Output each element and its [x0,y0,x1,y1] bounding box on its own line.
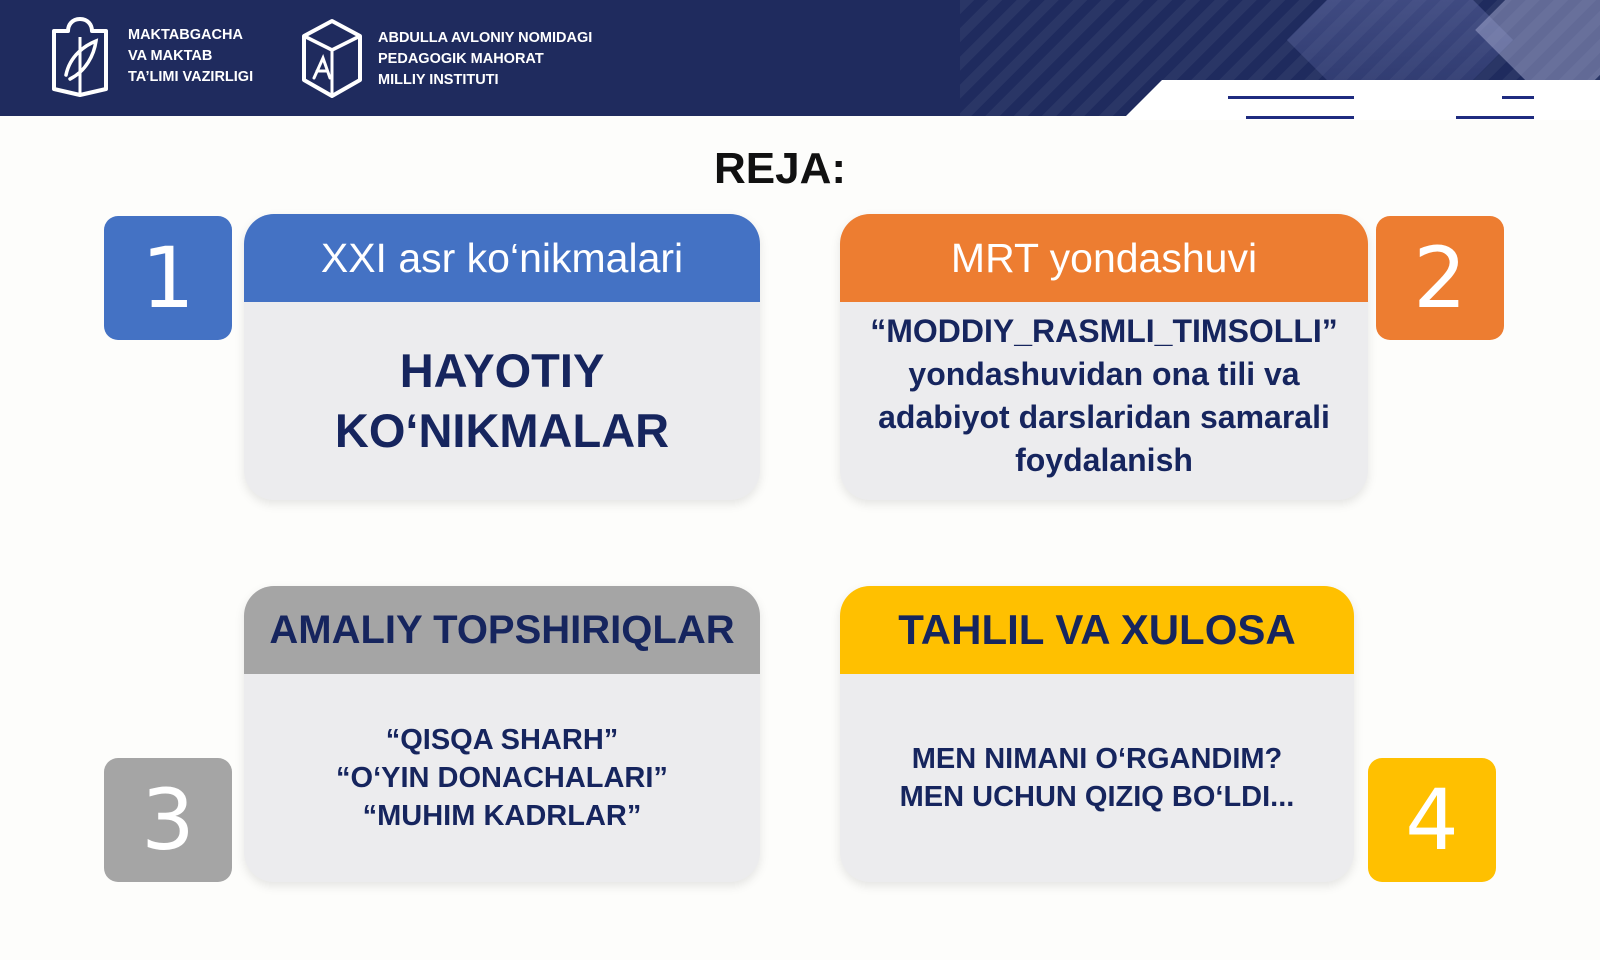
deco-line [1228,96,1354,99]
card-line: “O‘YIN DONACHALARI” [336,762,668,794]
card-line: MEN UCHUN QIZIQ BO‘LDI... [899,781,1295,813]
card-line: “MUHIM KADRLAR” [362,800,642,832]
book-leaf-icon [46,15,114,97]
card-line: KO‘NIKMALAR [334,404,670,457]
cube-a-icon [300,18,364,100]
card-body-3 [244,674,760,882]
card-heading-1: XXI asr ko‘nikmalari [244,214,760,302]
ministry-logo-line1: MAKTABGACHA [128,26,243,43]
ministry-logo-line3: TA’LIMI VAZIRLIGI [128,68,254,85]
card-line: yondashuvidan ona tili va [908,356,1300,392]
card-line: HAYOTIY [399,344,605,397]
deco-line [1502,96,1534,99]
card-body-4 [840,674,1354,882]
deco-line [1246,116,1354,119]
card-body-1 [244,302,760,500]
institute-logo [300,18,592,100]
card-heading-2: MRT yondashuvi [840,214,1368,302]
deco-line [1456,116,1534,119]
number-badge-3: 3 [104,758,232,882]
page-title: REJA: [713,144,847,193]
card-line: “MODDIY_RASMLI_TIMSOLLI” [870,313,1338,349]
ministry-logo-line2: VA MAKTAB [128,47,213,64]
plan-card-4 [840,586,1354,882]
number-badge-1: 1 [104,216,232,340]
card-heading-4: TAHLIL VA XULOSA [840,586,1354,674]
plan-card-1 [244,214,760,500]
card-line: MEN NIMANI O‘RGANDIM? [911,743,1283,775]
header-white-cut [1122,80,1600,120]
ministry-logo [46,15,253,97]
card-line: foydalanish [1015,442,1193,478]
plan-card-3 [244,586,760,882]
institute-logo-line3: MILLIY INSTITUTI [378,71,499,88]
card-heading-3: AMALIY TOPSHIRIQLAR [244,586,760,674]
institute-logo-line2: PEDAGOGIK MAHORAT [378,50,544,67]
card-body-2 [840,302,1368,500]
card-line: “QISQA SHARH” [385,724,619,756]
number-badge-2: 2 [1376,216,1504,340]
plan-card-2 [840,214,1368,500]
number-badge-4: 4 [1368,758,1496,882]
card-line: adabiyot darslaridan samarali [878,399,1330,435]
institute-logo-line1: ABDULLA AVLONIY NOMIDAGI [378,29,593,46]
